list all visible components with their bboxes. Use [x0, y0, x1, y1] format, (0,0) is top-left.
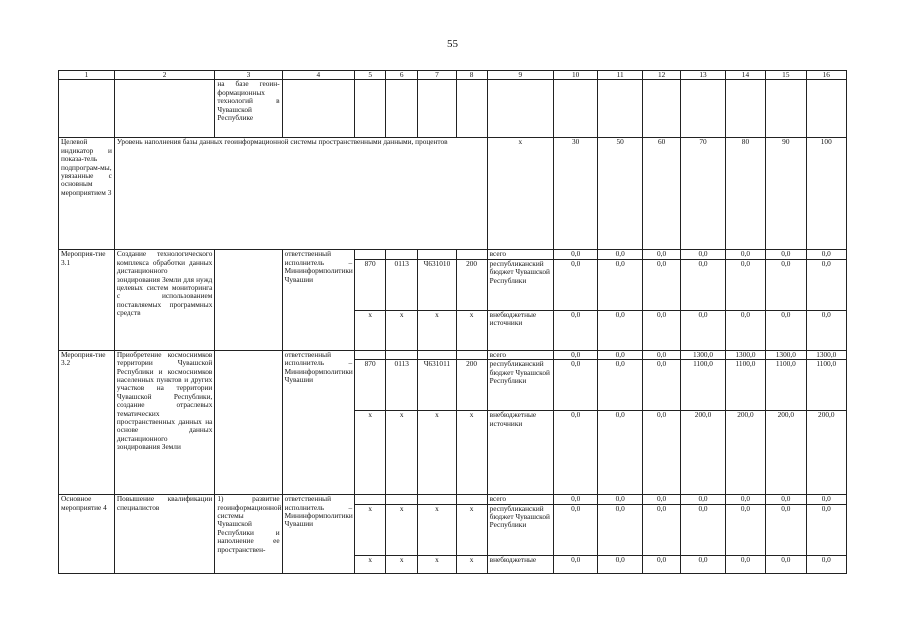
- indicator-value: 60: [642, 138, 680, 250]
- column-header: 14: [725, 71, 765, 80]
- table-cell: [355, 80, 386, 138]
- funding-value: 0,0: [642, 504, 680, 555]
- table-cell: [355, 350, 386, 359]
- indicator-label: Целевой индикатор и показа-тель подпрограм-мы, увязанные с основным мероприятием 3: [59, 138, 115, 250]
- table-cell: х: [418, 555, 456, 573]
- indicator-value: 80: [725, 138, 765, 250]
- funding-value: 0,0: [642, 259, 680, 310]
- continuation-row: [59, 80, 847, 138]
- table-cell: х: [418, 411, 456, 495]
- funding-value: 0,0: [806, 310, 846, 350]
- table-cell: [553, 80, 598, 138]
- funding-value: 0,0: [553, 504, 598, 555]
- funding-source: внебюджетные: [487, 555, 553, 573]
- table-cell: 870: [355, 259, 386, 310]
- table-cell: [386, 250, 418, 259]
- table-cell: Ч631011: [418, 360, 456, 411]
- funding-source: всего: [487, 350, 553, 359]
- column-header: 15: [766, 71, 806, 80]
- funding-value: 0,0: [553, 495, 598, 504]
- funding-value: 200,0: [725, 411, 765, 495]
- funding-value: 0,0: [725, 504, 765, 555]
- funding-source: республиканский бюджет Чувашской Республики: [487, 360, 553, 411]
- funding-value: 1300,0: [681, 350, 726, 359]
- funding-value: 0,0: [598, 495, 643, 504]
- funding-value: 0,0: [642, 495, 680, 504]
- funding-value: 0,0: [725, 555, 765, 573]
- table-cell: [418, 250, 456, 259]
- table-cell: [598, 80, 643, 138]
- indicator-text: Уровень наполнения базы данных геоинформационной системы пространственными данными, процентов: [114, 138, 487, 250]
- table-cell: х: [355, 555, 386, 573]
- funding-value: 0,0: [553, 250, 598, 259]
- executor-cell: ответственный исполнитель – Мининформполитики Чувашии: [282, 250, 354, 350]
- table-cell: [355, 495, 386, 504]
- funding-value: 0,0: [681, 250, 726, 259]
- measure-label: Мероприя-тие 3.2: [59, 350, 115, 494]
- funding-value: 0,0: [806, 250, 846, 259]
- table-cell: [59, 80, 115, 138]
- executor-cell: ответственный исполнитель – Мининформполитики Чувашии: [282, 495, 354, 573]
- funding-value: 0,0: [806, 259, 846, 310]
- funding-value: 200,0: [766, 411, 806, 495]
- column-header: 2: [114, 71, 214, 80]
- table-cell: 0113: [386, 259, 418, 310]
- funding-value: 1300,0: [806, 350, 846, 359]
- table-cell: Ч631010: [418, 259, 456, 310]
- funding-value: 0,0: [598, 555, 643, 573]
- page-number: 55: [447, 38, 458, 50]
- table-row: [59, 350, 847, 359]
- table-cell: х: [456, 411, 487, 495]
- column-header: 13: [681, 71, 726, 80]
- funding-value: 0,0: [681, 259, 726, 310]
- table-cell: [418, 495, 456, 504]
- column-header: 5: [355, 71, 386, 80]
- funding-value: 1100,0: [806, 360, 846, 411]
- funding-value: 0,0: [681, 555, 726, 573]
- indicator-value: 100: [806, 138, 846, 250]
- table-cell: х: [386, 555, 418, 573]
- funding-value: 0,0: [725, 250, 765, 259]
- table-cell: 200: [456, 360, 487, 411]
- table-cell: [114, 80, 214, 138]
- executor-cell: ответственный исполнитель – Мининформполитики Чувашии: [282, 350, 354, 494]
- table-row: [59, 250, 847, 259]
- table-cell: [282, 80, 354, 138]
- funding-value: 0,0: [642, 360, 680, 411]
- column-header: 8: [456, 71, 487, 80]
- funding-value: 0,0: [598, 350, 643, 359]
- table-cell: [386, 350, 418, 359]
- table-cell: 0113: [386, 360, 418, 411]
- table-cell: [215, 350, 282, 494]
- funding-value: 1100,0: [681, 360, 726, 411]
- funding-value: 0,0: [642, 250, 680, 259]
- column-header: 9: [487, 71, 553, 80]
- table-cell: [456, 80, 487, 138]
- table-cell: [766, 80, 806, 138]
- table-cell: х: [355, 504, 386, 555]
- funding-value: 0,0: [642, 350, 680, 359]
- table-cell: х: [456, 504, 487, 555]
- funding-source: всего: [487, 495, 553, 504]
- table-cell: [386, 495, 418, 504]
- funding-value: 0,0: [766, 504, 806, 555]
- indicator-value: 90: [766, 138, 806, 250]
- table-cell: [456, 250, 487, 259]
- table-cell: [215, 250, 282, 350]
- funding-value: 1300,0: [725, 350, 765, 359]
- funding-value: 0,0: [598, 411, 643, 495]
- table-cell: [725, 80, 765, 138]
- funding-value: 200,0: [806, 411, 846, 495]
- table-cell: [386, 80, 418, 138]
- funding-value: 0,0: [725, 310, 765, 350]
- table-cell: х: [456, 555, 487, 573]
- funding-value: 0,0: [766, 495, 806, 504]
- column-header: 6: [386, 71, 418, 80]
- funding-value: 0,0: [681, 504, 726, 555]
- funding-value: 200,0: [681, 411, 726, 495]
- funding-value: 0,0: [681, 310, 726, 350]
- table-cell: х: [418, 504, 456, 555]
- measure-name: Создание технологического комплекса обработки данных дистанционного зондирования Земли для нужд целевых систем мониторинга с использованием поставляемых программных средств: [114, 250, 214, 350]
- table-cell: 870: [355, 360, 386, 411]
- table-cell: х: [456, 310, 487, 350]
- funding-source: республиканский бюджет Чувашской Республики: [487, 504, 553, 555]
- funding-value: 0,0: [766, 555, 806, 573]
- funding-source: внебюджетные источники: [487, 411, 553, 495]
- funding-value: 0,0: [766, 250, 806, 259]
- funding-value: 1300,0: [766, 350, 806, 359]
- table-cell: х: [386, 310, 418, 350]
- table-cell: [418, 80, 456, 138]
- column-header: 4: [282, 71, 354, 80]
- funding-value: 0,0: [553, 411, 598, 495]
- column-header: 1: [59, 71, 115, 80]
- funding-value: 0,0: [766, 310, 806, 350]
- column-header: 10: [553, 71, 598, 80]
- table-cell: [487, 80, 553, 138]
- funding-source: внебюджетные источники: [487, 310, 553, 350]
- funding-value: 0,0: [553, 259, 598, 310]
- table-cell: х: [355, 310, 386, 350]
- funding-value: 0,0: [598, 310, 643, 350]
- column-header: 7: [418, 71, 456, 80]
- funding-value: 0,0: [806, 504, 846, 555]
- measure-name: Приобретение космоснимков территории Чувашской Республики и космоснимков населенных пунктов и других участков на территории Чувашской Республики, создание отраслевых тематических пространственных данных на основе данных дистанционного зондирования Земли: [114, 350, 214, 494]
- funding-value: 0,0: [725, 259, 765, 310]
- table-cell: [355, 250, 386, 259]
- column-header: 3: [215, 71, 282, 80]
- column-header: 16: [806, 71, 846, 80]
- funding-value: 0,0: [725, 495, 765, 504]
- funding-value: 0,0: [642, 411, 680, 495]
- indicator-value: 30: [553, 138, 598, 250]
- column-header: 12: [642, 71, 680, 80]
- funding-value: 0,0: [553, 555, 598, 573]
- table-cell: 200: [456, 259, 487, 310]
- indicator-value: 70: [681, 138, 726, 250]
- funding-value: 1100,0: [766, 360, 806, 411]
- table-cell: х: [355, 411, 386, 495]
- table-cell: [642, 80, 680, 138]
- funding-value: 0,0: [766, 259, 806, 310]
- table-cell: [456, 495, 487, 504]
- indicator-value: 50: [598, 138, 643, 250]
- column-header-row: [59, 71, 847, 80]
- funding-value: 1100,0: [725, 360, 765, 411]
- funding-value: 0,0: [553, 360, 598, 411]
- measure-name: Повышение квалификации специалистов: [114, 495, 214, 573]
- funding-source: всего: [487, 250, 553, 259]
- table-cell: х: [418, 310, 456, 350]
- table-cell: [806, 80, 846, 138]
- funding-value: 0,0: [598, 504, 643, 555]
- funding-value: 0,0: [598, 360, 643, 411]
- goal-cell: на базе геоин-формационных технологий в Чувашской Республике: [215, 80, 282, 138]
- indicator-row: [59, 138, 847, 250]
- funding-value: 0,0: [806, 555, 846, 573]
- table-row: [59, 495, 847, 504]
- measure-label: Основное мероприятие 4: [59, 495, 115, 573]
- goal-cell: 1) развитие геоинформационной системы Чувашской Республики и наполнение ее пространствен-: [215, 495, 282, 573]
- budget-table: [58, 70, 847, 574]
- measure-label: Мероприя-тие 3.1: [59, 250, 115, 350]
- table-cell: х: [386, 411, 418, 495]
- funding-value: 0,0: [598, 259, 643, 310]
- funding-value: 0,0: [642, 310, 680, 350]
- table-cell: х: [386, 504, 418, 555]
- funding-value: 0,0: [553, 310, 598, 350]
- funding-value: 0,0: [553, 350, 598, 359]
- funding-value: 0,0: [681, 495, 726, 504]
- funding-value: 0,0: [806, 495, 846, 504]
- funding-value: 0,0: [642, 555, 680, 573]
- column-header: 11: [598, 71, 643, 80]
- funding-source: республиканский бюджет Чувашской Республики: [487, 259, 553, 310]
- table-cell: х: [487, 138, 553, 250]
- funding-value: 0,0: [598, 250, 643, 259]
- table-cell: [418, 350, 456, 359]
- table-cell: [681, 80, 726, 138]
- table-cell: [456, 350, 487, 359]
